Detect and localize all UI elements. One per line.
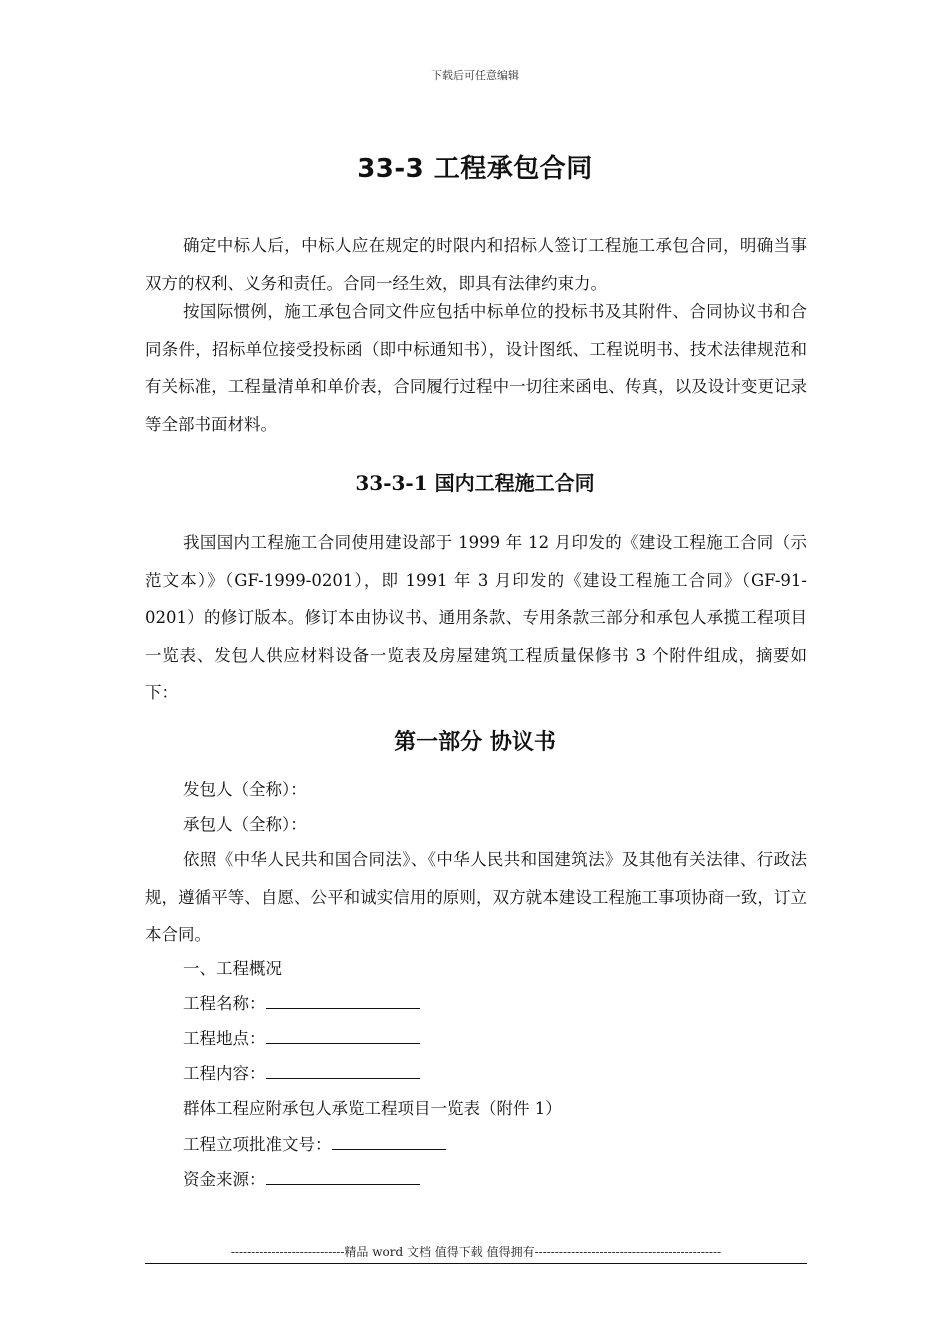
project-name-label: 工程名称： [183, 994, 266, 1013]
contractor-line: 承包人（全称）： [183, 815, 307, 834]
intro-paragraph-1: 确定中标人后，中标人应在规定的时限内和招标人签订工程施工承包合同，明确当事双方的权利、义务和责任。合同一经生效，即具有法律约束力。 [145, 236, 807, 293]
approval-number-blank[interactable] [332, 1133, 446, 1150]
project-name-row [183, 992, 420, 1016]
part-title: 第一部分 协议书 [394, 730, 556, 755]
project-location-row [183, 1027, 420, 1051]
footer-text: ----------------------------精品 word 文档 值得下载 值得拥有---------------------------------------------- [230, 1245, 722, 1259]
approval-number-row [183, 1133, 446, 1157]
funding-source-blank[interactable] [266, 1168, 420, 1185]
funding-source-row [183, 1168, 420, 1192]
page-title: 33-3 工程承包合同 [357, 154, 593, 184]
funding-source-label: 资金来源： [183, 1170, 266, 1189]
footer-rule [145, 1263, 807, 1264]
employer-line: 发包人（全称）： [183, 780, 307, 799]
intro-paragraph-2: 按国际惯例，施工承包合同文件应包括中标单位的投标书及其附件、合同协议书和合同条件，招标单位接受投标函（即中标通知书），设计图纸、工程说明书、技术法律规范和有关标准，工程量清单和单价表，合同履行过程中一切往来函电、传真，以及设计变更记录等全部书面材料。 [145, 302, 807, 434]
project-content-row [183, 1062, 420, 1086]
overview-heading: 一、工程概况 [183, 959, 282, 978]
section-title: 33-3-1 国内工程施工合同 [355, 471, 595, 495]
section-paragraph: 我国国内工程施工合同使用建设部于 1999 年 12 月印发的《建设工程施工合同（示范文本）》（GF-1999-0201），即 1991 年 3 月印发的《建设工程施工合同》（GF-91-0201）的修订版本。修订本由协议书、通用条款、专用条款三部分和承包人承揽工程项目一览表、发包人供应材料设备一览表及房屋建筑工程质量保修书 3 个附件组成，摘要如下： [145, 533, 807, 702]
project-name-blank[interactable] [266, 992, 420, 1009]
project-content-blank[interactable] [266, 1062, 420, 1079]
header-note: 下载后可任意编辑 [431, 69, 519, 82]
basis-paragraph: 依照《中华人民共和国合同法》、《中华人民共和国建筑法》及其他有关法律、行政法规，遵循平等、自愿、公平和诚实信用的原则，双方就本建设工程施工事项协商一致，订立本合同。 [145, 850, 807, 944]
project-location-blank[interactable] [266, 1027, 420, 1044]
approval-number-label: 工程立项批准文号： [183, 1135, 332, 1154]
project-location-label: 工程地点： [183, 1029, 266, 1048]
project-content-label: 工程内容： [183, 1064, 266, 1083]
group-project-note: 群体工程应附承包人承览工程项目一览表（附件 1） [183, 1099, 562, 1118]
